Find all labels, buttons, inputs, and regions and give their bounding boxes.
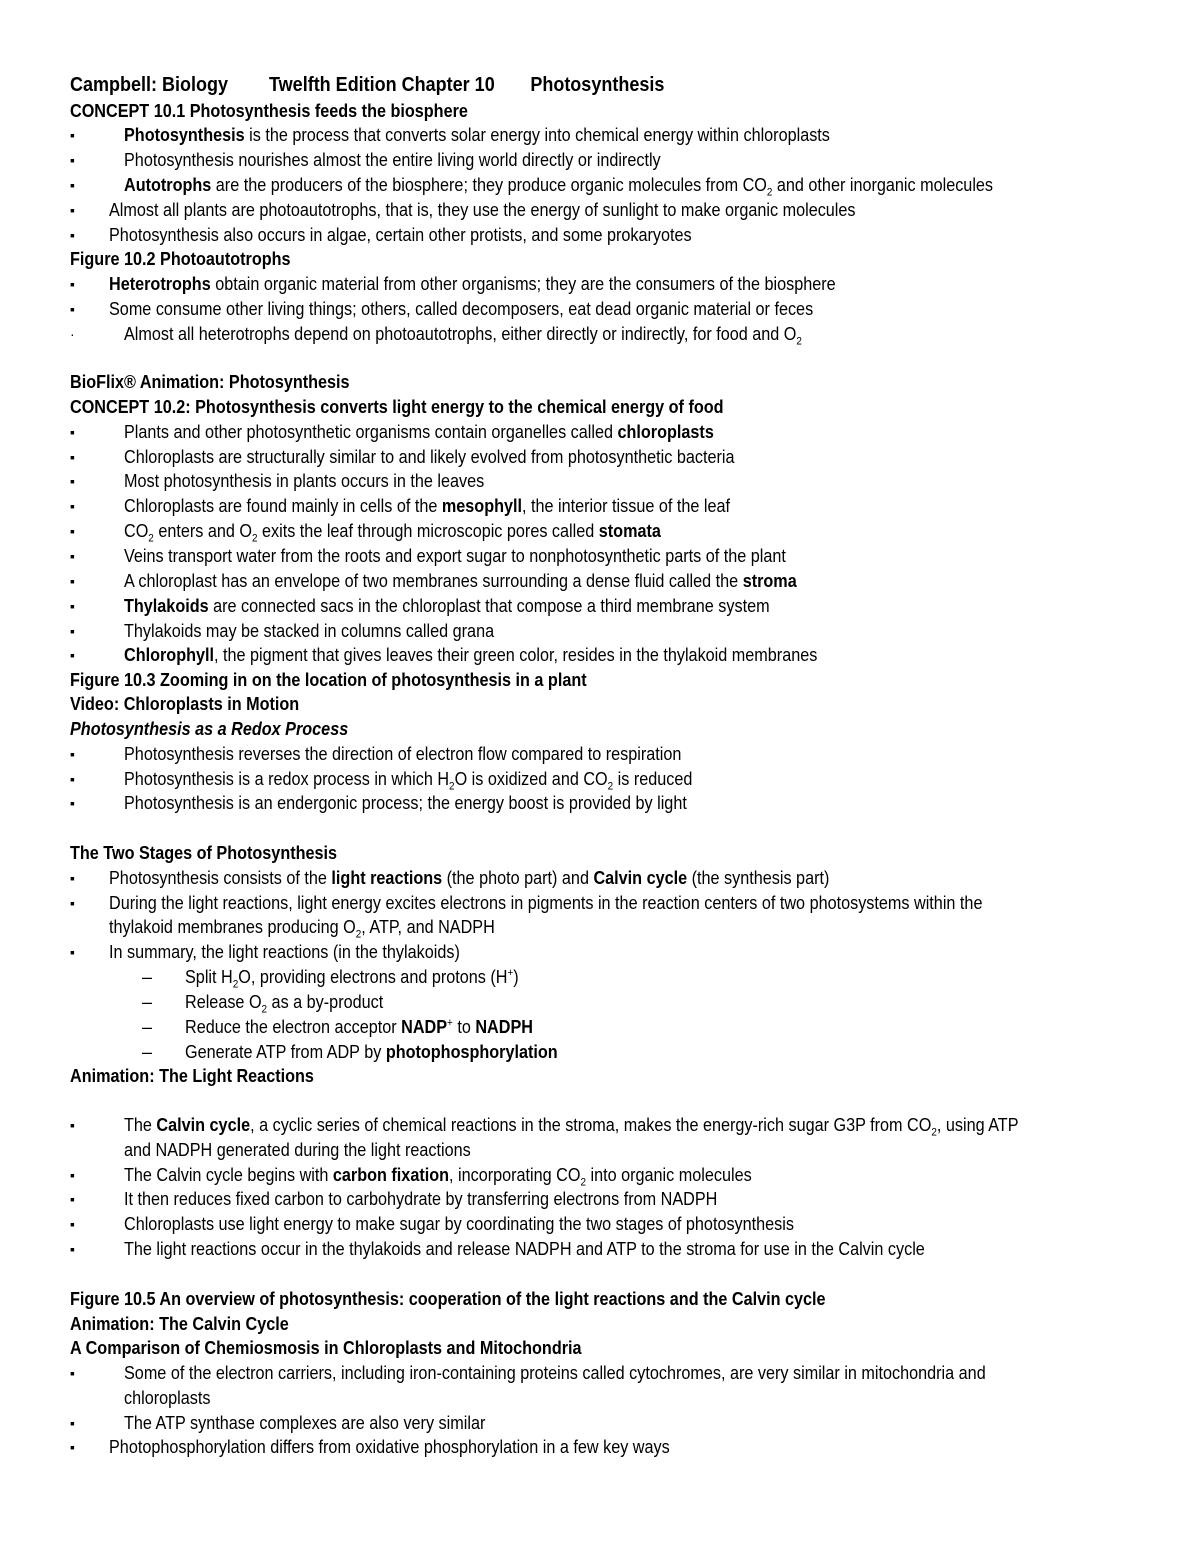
dot-icon: · xyxy=(70,326,75,342)
list-item: $CO_2$ enters and $O_2$ exits the leaf through microscopic pores called stomata xyxy=(124,521,661,545)
bullet-icon: ▪ xyxy=(70,523,75,539)
figure-10-3-heading: Figure 10.3 Zooming in on the location of photosynthesis in a plant xyxy=(70,670,587,690)
list-item: Photosynthesis nourishes almost the entire living world directly or indirectly xyxy=(124,150,661,170)
list-item: Almost all plants are photoautotrophs, that is, they use the energy of sunlight to make organic molecules xyxy=(109,200,856,220)
bullet-icon: ▪ xyxy=(70,944,75,960)
list-item: Chloroplasts are found mainly in cells of the mesophyll, the interior tissue of the leaf xyxy=(124,496,731,516)
sub-list-item: Release $O_2$ as a by-product xyxy=(185,992,384,1016)
list-item: Veins transport water from the roots and export sugar to nonphotosynthetic parts of the plant xyxy=(124,546,786,566)
bullet-icon: ▪ xyxy=(70,424,75,440)
list-item: Photosynthesis is an endergonic process; the energy boost is provided by light xyxy=(124,793,687,813)
list-item-continuation: chloroplasts xyxy=(124,1388,211,1408)
bullet-icon: ▪ xyxy=(70,1415,75,1431)
bioflix-heading: BioFlix® Animation: Photosynthesis xyxy=(70,372,350,392)
list-item: Chlorophyll, the pigment that gives leaves their green color, resides in the thylakoid membranes xyxy=(124,645,818,665)
document-title xyxy=(70,73,664,97)
bullet-icon: ▪ xyxy=(70,276,75,292)
bullet-icon: ▪ xyxy=(70,498,75,514)
bullet-icon: ▪ xyxy=(70,1117,75,1133)
sub-list-item: Split $H_2O$, providing electrons and protons (H+) xyxy=(185,967,519,991)
concept-10-1-heading: CONCEPT 10.1 Photosynthesis feeds the biosphere xyxy=(70,101,468,121)
redox-heading: Photosynthesis as a Redox Process xyxy=(70,719,349,739)
list-item: A chloroplast has an envelope of two membranes surrounding a dense fluid called the stroma xyxy=(124,571,797,591)
list-item: During the light reactions, light energy excites electrons in pigments in the reaction centers of two photosystems within the xyxy=(109,893,983,913)
list-item: In summary, the light reactions (in the thylakoids) xyxy=(109,942,460,962)
bullet-icon: ▪ xyxy=(70,449,75,465)
list-item: Photophosphorylation differs from oxidative phosphorylation in a few key ways xyxy=(109,1437,670,1457)
bullet-icon: ▪ xyxy=(70,227,75,243)
list-item: Autotrophs are the producers of the biosphere; they produce organic molecules from $CO_2$ and other inorganic molecules xyxy=(124,175,994,199)
animation-light-heading: Animation: The Light Reactions xyxy=(70,1066,314,1086)
figure-10-2-heading: Figure 10.2 Photoautotrophs xyxy=(70,249,291,269)
bullet-icon: ▪ xyxy=(70,870,75,886)
list-item: Some of the electron carriers, including iron-containing proteins called cytochromes, are very similar in mitochondria and xyxy=(124,1363,986,1383)
bullet-icon: ▪ xyxy=(70,301,75,317)
list-item: The light reactions occur in the thylakoids and release NADPH and ATP to the stroma for use in the Calvin cycle xyxy=(124,1239,925,1259)
title-topic: Photosynthesis xyxy=(530,74,665,96)
sub-list-item: Reduce the electron acceptor NADP+ to NADPH xyxy=(185,1017,533,1037)
concept-10-2-heading: CONCEPT 10.2: Photosynthesis converts light energy to the chemical energy of food xyxy=(70,397,724,417)
bullet-icon: ▪ xyxy=(70,1216,75,1232)
dash-icon: – xyxy=(142,967,153,987)
bullet-icon: ▪ xyxy=(70,647,75,663)
list-item: Plants and other photosynthetic organisms contain organelles called chloroplasts xyxy=(124,422,714,442)
list-item: Thylakoids are connected sacs in the chloroplast that compose a third membrane system xyxy=(124,596,770,616)
chemiosmosis-heading: A Comparison of Chemiosmosis in Chloroplasts and Mitochondria xyxy=(70,1338,582,1358)
dash-icon: – xyxy=(142,1042,153,1062)
dash-icon: – xyxy=(142,992,153,1012)
list-item: It then reduces fixed carbon to carbohydrate by transferring electrons from NADPH xyxy=(124,1189,718,1209)
bullet-icon: ▪ xyxy=(70,1167,75,1183)
bullet-icon: ▪ xyxy=(70,573,75,589)
bullet-icon: ▪ xyxy=(70,771,75,787)
list-item: Some consume other living things; others, called decomposers, eat dead organic material or feces xyxy=(109,299,814,319)
dash-icon: – xyxy=(142,1017,153,1037)
list-item: Photosynthesis is the process that converts solar energy into chemical energy within chloroplasts xyxy=(124,125,830,145)
list-item: Photosynthesis is a redox process in which $H_2O$ is oxidized and $CO_2$ is reduced xyxy=(124,769,693,793)
bullet-icon: ▪ xyxy=(70,746,75,762)
title-edition: Twelfth Edition Chapter 10 xyxy=(269,74,495,96)
list-item-continuation: and NADPH generated during the light reactions xyxy=(124,1140,471,1160)
bullet-icon: ▪ xyxy=(70,1439,75,1455)
list-item: Photosynthesis also occurs in algae, certain other protists, and some prokaryotes xyxy=(109,225,692,245)
bullet-icon: ▪ xyxy=(70,473,75,489)
bullet-icon: ▪ xyxy=(70,1365,75,1381)
sub-list-item: Generate ATP from ADP by photophosphorylation xyxy=(185,1042,558,1062)
bullet-icon: ▪ xyxy=(70,1241,75,1257)
video-heading: Video: Chloroplasts in Motion xyxy=(70,694,300,714)
bullet-icon: ▪ xyxy=(70,202,75,218)
bullet-icon: ▪ xyxy=(70,548,75,564)
list-item: Almost all heterotrophs depend on photoautotrophs, either directly or indirectly, for food and $O_2$ xyxy=(124,324,802,348)
list-item-continuation: thylakoid membranes producing $O_2$, ATP, and NADPH xyxy=(109,917,495,941)
bullet-icon: ▪ xyxy=(70,1191,75,1207)
list-item: The Calvin cycle, a cyclic series of chemical reactions in the stroma, makes the energy-rich sugar G3P from $CO_2$, using ATP xyxy=(124,1115,1019,1139)
list-item: Thylakoids may be stacked in columns called grana xyxy=(124,621,495,641)
bullet-icon: ▪ xyxy=(70,895,75,911)
list-item: Chloroplasts use light energy to make sugar by coordinating the two stages of photosynthesis xyxy=(124,1214,794,1234)
two-stages-heading: The Two Stages of Photosynthesis xyxy=(70,843,338,863)
list-item: Photosynthesis consists of the light reactions (the photo part) and Calvin cycle (the synthesis part) xyxy=(109,868,830,888)
animation-calvin-heading: Animation: The Calvin Cycle xyxy=(70,1314,289,1334)
list-item: Photosynthesis reverses the direction of electron flow compared to respiration xyxy=(124,744,682,764)
list-item: Heterotrophs obtain organic material from other organisms; they are the consumers of the biosphere xyxy=(109,274,836,294)
bullet-icon: ▪ xyxy=(70,623,75,639)
bullet-icon: ▪ xyxy=(70,177,75,193)
list-item: Chloroplasts are structurally similar to and likely evolved from photosynthetic bacteria xyxy=(124,447,735,467)
bullet-icon: ▪ xyxy=(70,598,75,614)
bullet-icon: ▪ xyxy=(70,152,75,168)
bullet-icon: ▪ xyxy=(70,127,75,143)
title-book: Campbell: Biology xyxy=(70,74,229,96)
bullet-icon: ▪ xyxy=(70,795,75,811)
list-item: Most photosynthesis in plants occurs in the leaves xyxy=(124,471,485,491)
list-item: The Calvin cycle begins with carbon fixation, incorporating $CO_2$ into organic molecules xyxy=(124,1165,752,1189)
figure-10-5-heading: Figure 10.5 An overview of photosynthesis: cooperation of the light reactions and the Calvin cycle xyxy=(70,1289,826,1309)
list-item: The ATP synthase complexes are also very similar xyxy=(124,1413,486,1433)
